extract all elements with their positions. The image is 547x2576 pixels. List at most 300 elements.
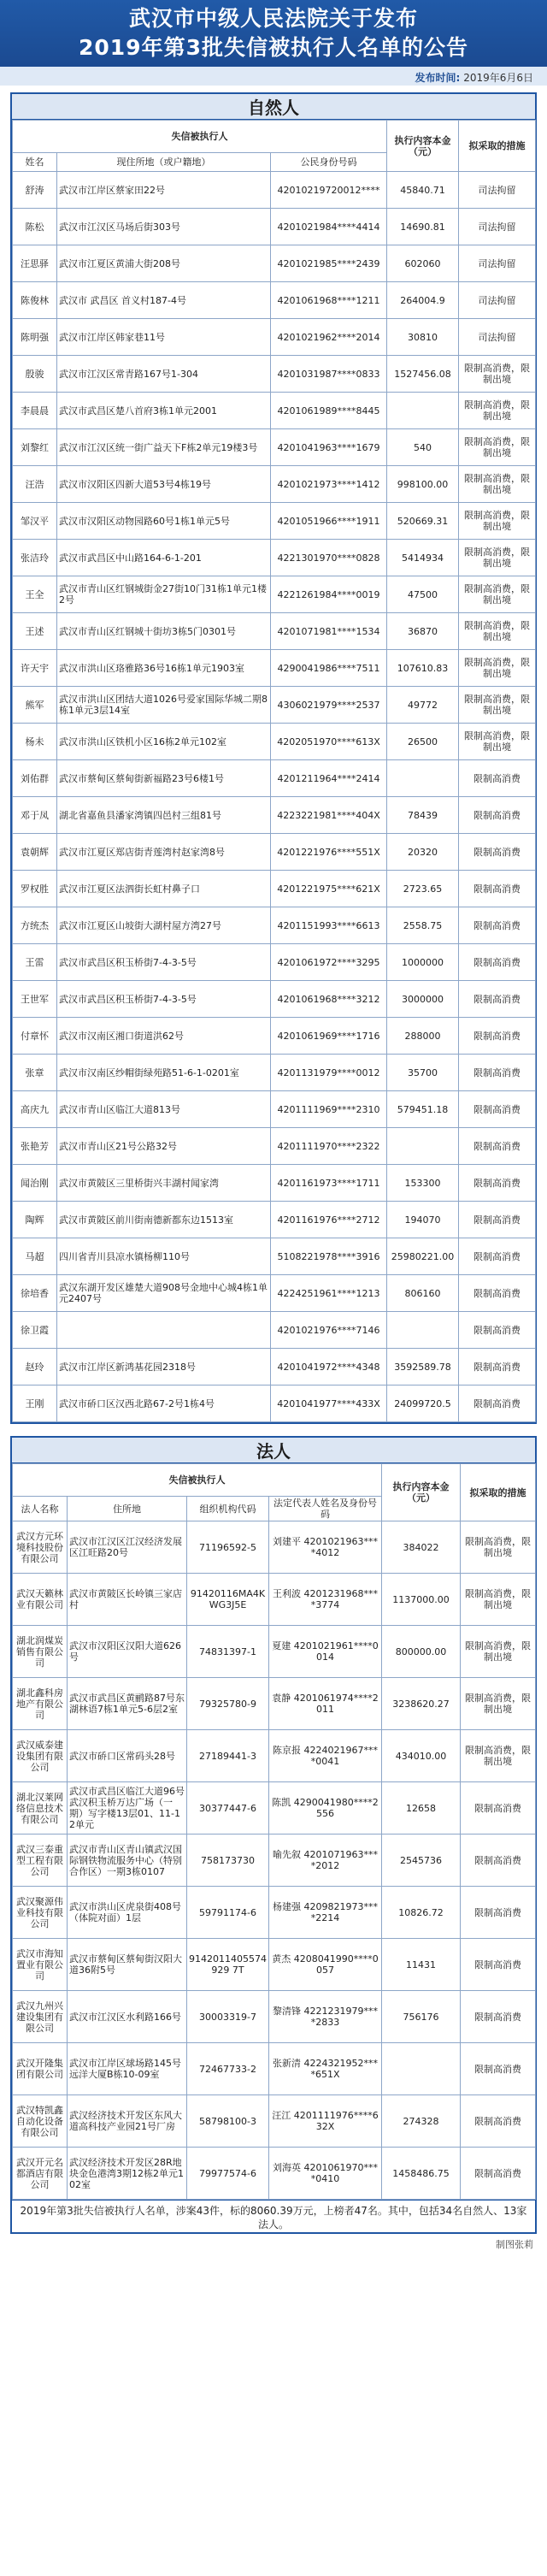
person-name: 王刚 [13, 1385, 57, 1422]
org-code: 30003319-7 [187, 1991, 269, 2043]
summary-note: 2019年第3批失信被执行人名单，涉案43件，标的8060.39万元，上榜者47名。其中，包括34名自然人、13家法人。 [12, 2200, 535, 2232]
person-address: 武汉市青山区临江大道813号 [57, 1091, 271, 1128]
enforcement-measure: 限制高消费，限制出境 [459, 687, 536, 724]
person-id-number: 4201031987****0833 [271, 356, 387, 393]
table-row [13, 613, 536, 650]
person-address: 武汉市武昌区积玉桥街7-4-3-5号 [57, 981, 271, 1018]
enforcement-measure: 限制高消费，限制出境 [461, 1626, 536, 1678]
person-id-number: 4221261984****0019 [271, 576, 387, 613]
person-id-number: 4201221976****551X [271, 834, 387, 871]
person-address: 武汉市江夏区黄浦大街208号 [57, 245, 271, 282]
person-id-number: 4223221981****404X [271, 797, 387, 834]
person-address: 武汉市硚口区汉西北路67-2号1栋4号 [57, 1385, 271, 1422]
person-address: 武汉市青山区21号公路32号 [57, 1128, 271, 1165]
table-row [13, 981, 536, 1018]
principal-amount: 30810 [387, 319, 459, 356]
page-title-line1: 武汉市中级人民法院关于发布 [128, 6, 418, 31]
org-code: 79325780-9 [187, 1678, 269, 1730]
legal-amount-header: 执行内容本金（元） [382, 1464, 461, 1521]
principal-amount: 36870 [387, 613, 459, 650]
enforcement-measure: 限制高消费 [459, 1055, 536, 1091]
principal-amount: 35700 [387, 1055, 459, 1091]
org-code: 758173730 [187, 1835, 269, 1887]
person-id-number: 4201211964****2414 [271, 760, 387, 797]
enforcement-measure: 限制高消费 [459, 1275, 536, 1312]
table-row [13, 1128, 536, 1165]
principal-amount: 540 [387, 429, 459, 466]
org-code: 58798100-3 [187, 2095, 269, 2148]
person-address: 武汉市汉阳区动物园路60号1栋1单元5号 [57, 503, 271, 540]
person-address: 武汉市青山区红钢城十街坊3栋5门0301号 [57, 613, 271, 650]
person-name: 刘佑群 [13, 760, 57, 797]
person-id-number: 4201161973****1711 [271, 1165, 387, 1202]
enforcement-measure: 司法拘留 [459, 172, 536, 209]
enforcement-measure: 限制高消费 [459, 871, 536, 907]
person-name: 邹汉平 [13, 503, 57, 540]
person-address: 武汉市 武昌区 首义村187-4号 [57, 282, 271, 319]
person-name: 汪浩 [13, 466, 57, 503]
enforcement-measure: 限制高消费，限制出境 [459, 540, 536, 576]
principal-amount [387, 760, 459, 797]
person-id-number: 4202051970****613X [271, 724, 387, 760]
enforcement-measure: 限制高消费 [459, 907, 536, 944]
person-id-number: 4201221975****621X [271, 871, 387, 907]
person-name: 陈明强 [13, 319, 57, 356]
table-row [13, 1349, 536, 1385]
person-name: 陈松 [13, 209, 57, 245]
person-address: 武汉东湖开发区雄楚大道908号金地中心城4栋1单元2407号 [57, 1275, 271, 1312]
person-name: 闻治刚 [13, 1165, 57, 1202]
table-row [13, 1018, 536, 1055]
table-row [13, 1202, 536, 1238]
person-id-number: 4201061969****1716 [271, 1018, 387, 1055]
legal-representative: 王利波 4201231968****3774 [269, 1574, 382, 1626]
table-row [13, 2095, 536, 2148]
person-name: 邓于凤 [13, 797, 57, 834]
table-row [13, 356, 536, 393]
company-name: 湖北汉莱网络信息技术有限公司 [13, 1782, 68, 1835]
table-row [13, 209, 536, 245]
person-id-number: 4201041972****4348 [271, 1349, 387, 1385]
company-address: 武汉经济技术开发区28R地块金色港湾3期12栋2单元102室 [68, 2148, 187, 2200]
enforcement-measure: 限制高消费 [461, 1835, 536, 1887]
enforcement-measure: 限制高消费 [459, 981, 536, 1018]
table-row [13, 1385, 536, 1422]
principal-amount: 2545736 [382, 1835, 461, 1887]
natural-col-address: 现住所地（或户籍地） [57, 153, 271, 172]
company-address: 武汉市洪山区虎泉街408号（体院对面）1层 [68, 1887, 187, 1939]
person-address: 武汉市江岸区新鸿基花园2318号 [57, 1349, 271, 1385]
company-address: 武汉市江汉区水利路166号 [68, 1991, 187, 2043]
enforcement-measure: 限制高消费 [459, 1018, 536, 1055]
person-name: 方统杰 [13, 907, 57, 944]
natural-amount-header: 执行内容本金（元） [387, 121, 459, 172]
principal-amount: 800000.00 [382, 1626, 461, 1678]
principal-amount: 288000 [387, 1018, 459, 1055]
company-name: 湖北鑫科房地产有限公司 [13, 1678, 68, 1730]
principal-amount: 264004.9 [387, 282, 459, 319]
enforcement-measure: 限制高消费 [459, 760, 536, 797]
company-address: 武汉市江岸区球场路145号远洋大厦B栋10-09室 [68, 2043, 187, 2095]
principal-amount: 1000000 [387, 944, 459, 981]
company-name: 湖北润煤炭销售有限公司 [13, 1626, 68, 1678]
enforcement-measure: 限制高消费 [459, 1165, 536, 1202]
principal-amount: 1458486.75 [382, 2148, 461, 2200]
org-code: 9142011405574929 7T [187, 1939, 269, 1991]
enforcement-measure: 限制高消费 [459, 834, 536, 871]
person-name: 罗权胜 [13, 871, 57, 907]
publish-time-value: 2019年6月6日 [463, 72, 533, 84]
table-row [13, 1091, 536, 1128]
enforcement-measure: 限制高消费，限制出境 [459, 724, 536, 760]
org-code: 74831397-1 [187, 1626, 269, 1678]
person-name: 许天宇 [13, 650, 57, 687]
table-row [13, 1835, 536, 1887]
person-name: 熊军 [13, 687, 57, 724]
person-address: 武汉市武昌区积玉桥街7-4-3-5号 [57, 944, 271, 981]
table-row [13, 1055, 536, 1091]
org-code: 30377447-6 [187, 1782, 269, 1835]
enforcement-measure: 限制高消费 [461, 1991, 536, 2043]
table-row [13, 2148, 536, 2200]
principal-amount [387, 393, 459, 429]
person-name: 赵玲 [13, 1349, 57, 1385]
enforcement-measure: 司法拘留 [459, 282, 536, 319]
table-row [13, 245, 536, 282]
person-name: 徐卫霞 [13, 1312, 57, 1349]
table-row [13, 687, 536, 724]
principal-amount: 579451.18 [387, 1091, 459, 1128]
person-address: 武汉市黄陂区三里桥街兴丰湖村闻家湾 [57, 1165, 271, 1202]
person-address: 武汉市江汉区常青路167号1-304 [57, 356, 271, 393]
person-name: 付章怀 [13, 1018, 57, 1055]
person-name: 袁朝辉 [13, 834, 57, 871]
table-row [13, 834, 536, 871]
person-address: 武汉市江夏区郑店街青莲湾村赵家湾8号 [57, 834, 271, 871]
person-address: 武汉市黄陂区前川街南德新都东边1513室 [57, 1202, 271, 1238]
principal-amount: 3592589.78 [387, 1349, 459, 1385]
enforcement-measure: 限制高消费，限制出境 [459, 466, 536, 503]
person-name: 杨未 [13, 724, 57, 760]
table-row [13, 944, 536, 981]
enforcement-measure: 限制高消费 [461, 2148, 536, 2200]
legal-representative: 汪江 4201111976****632X [269, 2095, 382, 2148]
principal-amount: 5414934 [387, 540, 459, 576]
principal-amount: 10826.72 [382, 1887, 461, 1939]
enforcement-measure: 限制高消费，限制出境 [459, 393, 536, 429]
publish-time-bar [0, 67, 547, 86]
table-row [13, 650, 536, 687]
principal-amount: 47500 [387, 576, 459, 613]
person-name: 张章 [13, 1055, 57, 1091]
person-address: 武汉市蔡甸区蔡甸街新福路23号6楼1号 [57, 760, 271, 797]
person-name: 王雷 [13, 944, 57, 981]
principal-amount [387, 1128, 459, 1165]
person-id-number: 4201041977****433X [271, 1385, 387, 1422]
principal-amount: 194070 [387, 1202, 459, 1238]
legal-representative: 杨建强 4209821973****2214 [269, 1887, 382, 1939]
legal-col-org-code: 组织机构代码 [187, 1497, 269, 1521]
person-id-number: 4201111970****2322 [271, 1128, 387, 1165]
principal-amount: 26500 [387, 724, 459, 760]
principal-amount: 756176 [382, 1991, 461, 2043]
person-id-number: 4201021976****7146 [271, 1312, 387, 1349]
person-id-number: 42010219720012**** [271, 172, 387, 209]
person-name: 王世军 [13, 981, 57, 1018]
table-row [13, 1521, 536, 1574]
table-row [13, 1782, 536, 1835]
table-row [13, 1626, 536, 1678]
person-id-number: 4201071981****1534 [271, 613, 387, 650]
company-name: 武汉开隆集团有限公司 [13, 2043, 68, 2095]
person-name: 刘黎红 [13, 429, 57, 466]
table-row [13, 540, 536, 576]
person-name: 舒涛 [13, 172, 57, 209]
person-id-number: 4201131979****0012 [271, 1055, 387, 1091]
person-id-number: 4201041963****1679 [271, 429, 387, 466]
person-id-number: 4201061968****3212 [271, 981, 387, 1018]
principal-amount: 274328 [382, 2095, 461, 2148]
legal-representative: 袁静 4201061974****2011 [269, 1678, 382, 1730]
person-id-number: 4224251961****1213 [271, 1275, 387, 1312]
person-name: 王全 [13, 576, 57, 613]
table-row [13, 1939, 536, 1991]
person-address: 武汉市江岸区韩家巷11号 [57, 319, 271, 356]
org-code: 71196592-5 [187, 1521, 269, 1574]
principal-amount: 806160 [387, 1275, 459, 1312]
enforcement-measure: 司法拘留 [459, 319, 536, 356]
principal-amount: 14690.81 [387, 209, 459, 245]
company-name: 武汉特凯鑫自动化设备有限公司 [13, 2095, 68, 2148]
enforcement-measure: 司法拘留 [459, 245, 536, 282]
table-row [13, 907, 536, 944]
org-code: 59791174-6 [187, 1887, 269, 1939]
person-id-number: 4201061968****1211 [271, 282, 387, 319]
enforcement-measure: 限制高消费 [459, 1128, 536, 1165]
legal-persons-section [10, 1436, 537, 2234]
person-name: 张艳芳 [13, 1128, 57, 1165]
person-address: 武汉市汉南区湘口街道洪62号 [57, 1018, 271, 1055]
org-code: 79977574-6 [187, 2148, 269, 2200]
enforcement-measure: 限制高消费 [461, 1782, 536, 1835]
table-row [13, 1312, 536, 1349]
table-row [13, 576, 536, 613]
legal-persons-table [12, 1463, 536, 2200]
principal-amount: 1137000.00 [382, 1574, 461, 1626]
company-address: 武汉市硚口区常码头28号 [68, 1730, 187, 1782]
person-address: 武汉市洪山区铁机小区16栋2单元102室 [57, 724, 271, 760]
person-address: 武汉市洪山区珞雅路36号16栋1单元1903室 [57, 650, 271, 687]
table-row [13, 760, 536, 797]
person-name: 陈俊林 [13, 282, 57, 319]
enforcement-measure: 司法拘留 [459, 209, 536, 245]
person-name: 殷骏 [13, 356, 57, 393]
person-address: 武汉市武昌区中山路164-6-1-201 [57, 540, 271, 576]
table-row [13, 797, 536, 834]
legal-col-name: 法人名称 [13, 1497, 68, 1521]
principal-amount: 2558.75 [387, 907, 459, 944]
person-id-number: 4201021973****1412 [271, 466, 387, 503]
person-id-number: 4221301970****0828 [271, 540, 387, 576]
company-name: 武汉开元名都酒店有限公司 [13, 2148, 68, 2200]
table-row [13, 871, 536, 907]
enforcement-measure: 限制高消费，限制出境 [459, 576, 536, 613]
legal-representative: 黄杰 4208041990****0057 [269, 1939, 382, 1991]
company-name: 武汉天籁林业有限公司 [13, 1574, 68, 1626]
enforcement-measure: 限制高消费，限制出境 [459, 429, 536, 466]
principal-amount: 45840.71 [387, 172, 459, 209]
enforcement-measure: 限制高消费 [459, 1312, 536, 1349]
table-row [13, 503, 536, 540]
principal-amount: 384022 [382, 1521, 461, 1574]
person-address: 武汉市青山区红钢城街金27街10门31栋1单元1楼2号 [57, 576, 271, 613]
enforcement-measure: 限制高消费 [459, 1091, 536, 1128]
table-row [13, 1991, 536, 2043]
company-address: 武汉市蔡甸区蔡甸街汉阳大道36附5号 [68, 1939, 187, 1991]
person-id-number: 4201021962****2014 [271, 319, 387, 356]
natural-section-title: 自然人 [12, 94, 535, 120]
principal-amount [382, 2043, 461, 2095]
enforcement-measure: 限制高消费，限制出境 [459, 356, 536, 393]
person-address: 武汉市武昌区楚八首府3栋1单元2001 [57, 393, 271, 429]
person-id-number: 5108221978****3916 [271, 1238, 387, 1275]
person-name: 王述 [13, 613, 57, 650]
person-name: 马超 [13, 1238, 57, 1275]
enforcement-measure: 限制高消费 [459, 1202, 536, 1238]
company-address: 武汉市武昌区黄鹂路87号东湖林语7栋1单元5-6层2室 [68, 1678, 187, 1730]
person-name: 张洁玲 [13, 540, 57, 576]
enforcement-measure: 限制高消费，限制出境 [461, 1521, 536, 1574]
company-name: 武汉方元环境科技股份有限公司 [13, 1521, 68, 1574]
person-address: 四川省青川县凉水镇杨柳110号 [57, 1238, 271, 1275]
person-address: 湖北省嘉鱼县潘家湾镇四邑村三组81号 [57, 797, 271, 834]
natural-col-name: 姓名 [13, 153, 57, 172]
legal-representative: 陈凯 4290041980****2556 [269, 1782, 382, 1835]
table-row [13, 1165, 536, 1202]
natural-group-header: 失信被执行人 [13, 121, 387, 153]
natural-persons-section [10, 92, 537, 1424]
enforcement-measure: 限制高消费 [459, 1238, 536, 1275]
legal-col-representative: 法定代表人姓名及身份号码 [269, 1497, 382, 1521]
enforcement-measure: 限制高消费，限制出境 [461, 1730, 536, 1782]
legal-representative: 夏建 4201021961****0014 [269, 1626, 382, 1678]
enforcement-measure: 限制高消费 [461, 1887, 536, 1939]
natural-persons-table [12, 120, 536, 1422]
principal-amount: 3000000 [387, 981, 459, 1018]
table-row [13, 1238, 536, 1275]
person-address: 武汉市汉南区纱帽街绿苑路51-6-1-0201室 [57, 1055, 271, 1091]
person-name: 李晨晨 [13, 393, 57, 429]
person-address: 武汉市江夏区法泗街长虹村鼻子口 [57, 871, 271, 907]
legal-representative: 陈京报 4224021967****0041 [269, 1730, 382, 1782]
principal-amount: 1527456.08 [387, 356, 459, 393]
legal-measure-header: 拟采取的措施 [461, 1464, 536, 1521]
table-row [13, 172, 536, 209]
legal-section-title: 法人 [12, 1438, 535, 1463]
principal-amount: 998100.00 [387, 466, 459, 503]
table-row [13, 1678, 536, 1730]
enforcement-measure: 限制高消费，限制出境 [461, 1574, 536, 1626]
chart-maker-credit: 制图张莉 [496, 2239, 533, 2250]
table-row [13, 2043, 536, 2095]
page-title-line2: 2019年第3批失信被执行人名单的公告 [79, 35, 468, 60]
principal-amount: 520669.31 [387, 503, 459, 540]
table-row [13, 429, 536, 466]
table-row [13, 319, 536, 356]
table-row [13, 1887, 536, 1939]
principal-amount: 107610.83 [387, 650, 459, 687]
principal-amount: 3238620.27 [382, 1678, 461, 1730]
enforcement-measure: 限制高消费 [461, 2043, 536, 2095]
person-address: 武汉市江夏区山坡街大湖村屋方湾27号 [57, 907, 271, 944]
company-address: 武汉市青山区青山镇武汉国际钢铁物流服务中心（特别合作区）一期3栋0107 [68, 1835, 187, 1887]
enforcement-measure: 限制高消费，限制出境 [461, 1678, 536, 1730]
principal-amount: 24099720.5 [387, 1385, 459, 1422]
person-id-number: 4201061972****3295 [271, 944, 387, 981]
person-id-number: 4290041986****7511 [271, 650, 387, 687]
table-row [13, 1730, 536, 1782]
principal-amount: 20320 [387, 834, 459, 871]
org-code: 72467733-2 [187, 2043, 269, 2095]
person-name: 徐培香 [13, 1275, 57, 1312]
person-id-number: 4306021979****2537 [271, 687, 387, 724]
principal-amount: 78439 [387, 797, 459, 834]
principal-amount: 434010.00 [382, 1730, 461, 1782]
org-code: 27189441-3 [187, 1730, 269, 1782]
person-id-number: 4201021984****4414 [271, 209, 387, 245]
enforcement-measure: 限制高消费，限制出境 [459, 650, 536, 687]
principal-amount: 2723.65 [387, 871, 459, 907]
person-address [57, 1312, 271, 1349]
table-row [13, 466, 536, 503]
person-address: 武汉市江汉区马场后街303号 [57, 209, 271, 245]
table-row [13, 724, 536, 760]
legal-representative: 喻先叙 4201071963****2012 [269, 1835, 382, 1887]
enforcement-measure: 限制高消费 [461, 2095, 536, 2148]
person-address: 武汉市汉阳区四新大道53号4栋19号 [57, 466, 271, 503]
company-name: 武汉聚源伟业科技有限公司 [13, 1887, 68, 1939]
company-address: 武汉市武昌区临江大道96号武汉积玉桥万达广场（一期）写字楼13层01、11-12单元 [68, 1782, 187, 1835]
principal-amount [387, 1312, 459, 1349]
page-header [0, 0, 547, 67]
table-row [13, 1574, 536, 1626]
principal-amount: 49772 [387, 687, 459, 724]
company-address: 武汉市江汉区江汉经济发展区江旺路20号 [68, 1521, 187, 1574]
person-address: 武汉市江汉区统一街广益天下F栋2单元19楼3号 [57, 429, 271, 466]
publish-time-label: 发布时间: [415, 72, 461, 84]
company-address: 武汉经济技术开发区东风大道高科技产业园21号厂房 [68, 2095, 187, 2148]
legal-representative: 刘海英 4201061970****0410 [269, 2148, 382, 2200]
company-name: 武汉三泰重型工程有限公司 [13, 1835, 68, 1887]
person-id-number: 4201021985****2439 [271, 245, 387, 282]
person-name: 汪思驿 [13, 245, 57, 282]
principal-amount: 11431 [382, 1939, 461, 1991]
table-row [13, 1275, 536, 1312]
enforcement-measure: 限制高消费 [459, 1349, 536, 1385]
legal-representative: 刘建平 4201021963****4012 [269, 1521, 382, 1574]
person-address: 武汉市洪山区团结大道1026号爱家国际华城二期8栋1单元3层14室 [57, 687, 271, 724]
company-name: 武汉威泰建设集团有限公司 [13, 1730, 68, 1782]
enforcement-measure: 限制高消费 [459, 1385, 536, 1422]
company-address: 武汉市黄陂区长岭镇三家店村 [68, 1574, 187, 1626]
principal-amount: 153300 [387, 1165, 459, 1202]
enforcement-measure: 限制高消费，限制出境 [459, 613, 536, 650]
principal-amount: 25980221.00 [387, 1238, 459, 1275]
enforcement-measure: 限制高消费，限制出境 [459, 503, 536, 540]
natural-col-id: 公民身份号码 [271, 153, 387, 172]
legal-group-header: 失信被执行人 [13, 1464, 382, 1497]
natural-measure-header: 拟采取的措施 [459, 121, 536, 172]
